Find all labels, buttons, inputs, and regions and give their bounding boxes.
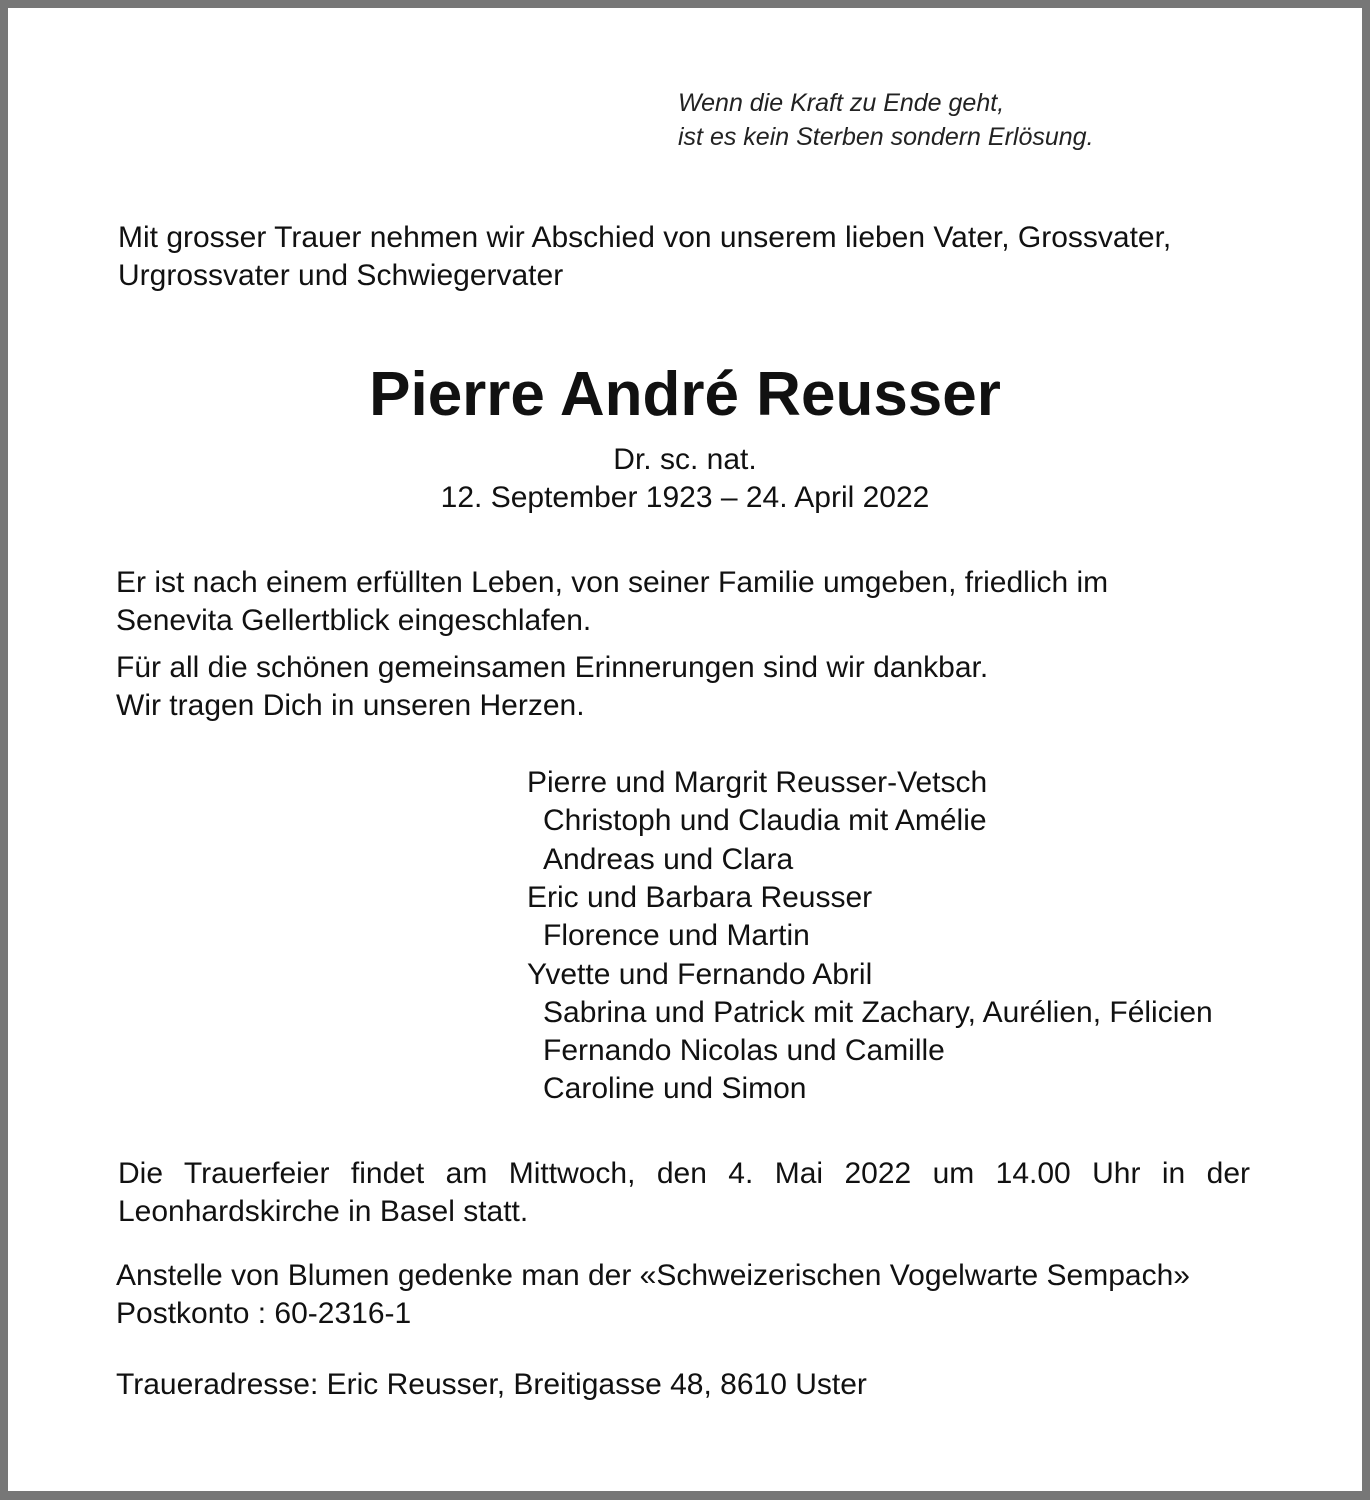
message-line-2: Senevita Gellertblick eingeschlafen. — [116, 604, 592, 637]
family-member: Sabrina und Patrick mit Zachary, Aurélien, Félicien — [543, 995, 1213, 1029]
donation-line-1: Anstelle von Blumen gedenke man der «Schweizerischen Vogelwarte Sempach» — [116, 1259, 1190, 1292]
deceased-title: Dr. sc. nat. — [613, 443, 757, 476]
family-member: Yvette und Fernando Abril — [527, 957, 873, 991]
motto-line-1: Wenn die Kraft zu Ende geht, — [678, 89, 1005, 117]
family-member: Caroline und Simon — [543, 1072, 807, 1106]
family-member: Andreas und Clara — [543, 842, 794, 876]
donation-line-2: Postkonto : 60-2316-1 — [116, 1297, 412, 1330]
message-line-4: Wir tragen Dich in unseren Herzen. — [116, 689, 585, 722]
motto-line-2: ist es kein Sterben sondern Erlösung. — [678, 123, 1094, 151]
family-member: Eric und Barbara Reusser — [527, 880, 873, 914]
message-line-3: Für all die schönen gemeinsamen Erinnerungen sind wir dankbar. — [116, 651, 989, 684]
ceremony-line-1: Die Trauerfeier findet am Mittwoch, den 4. Mai 2022 um 14.00 Uhr in der — [118, 1157, 1250, 1190]
mourning-address: Traueradresse: Eric Reusser, Breitigasse 48, 8610 Uster — [116, 1368, 867, 1401]
ceremony-line-2: Leonhardskirche in Basel statt. — [118, 1195, 529, 1228]
message-line-1: Er ist nach einem erfüllten Leben, von seiner Familie umgeben, friedlich im — [116, 566, 1109, 599]
intro-line-2: Urgrossvater und Schwiegervater — [118, 259, 564, 292]
family-member: Christoph und Claudia mit Amélie — [543, 804, 987, 838]
deceased-name: Pierre André Reusser — [369, 360, 1001, 429]
intro-line-1: Mit grosser Trauer nehmen wir Abschied von unserem lieben Vater, Grossvater, — [118, 221, 1172, 254]
family-member: Florence und Martin — [543, 919, 810, 953]
family-member: Pierre und Margrit Reusser-Vetsch — [527, 766, 988, 799]
deceased-dates: 12. September 1923 – 24. April 2022 — [440, 481, 930, 514]
obituary-notice — [8, 8, 1362, 1491]
family-member: Fernando Nicolas und Camille — [543, 1034, 945, 1068]
